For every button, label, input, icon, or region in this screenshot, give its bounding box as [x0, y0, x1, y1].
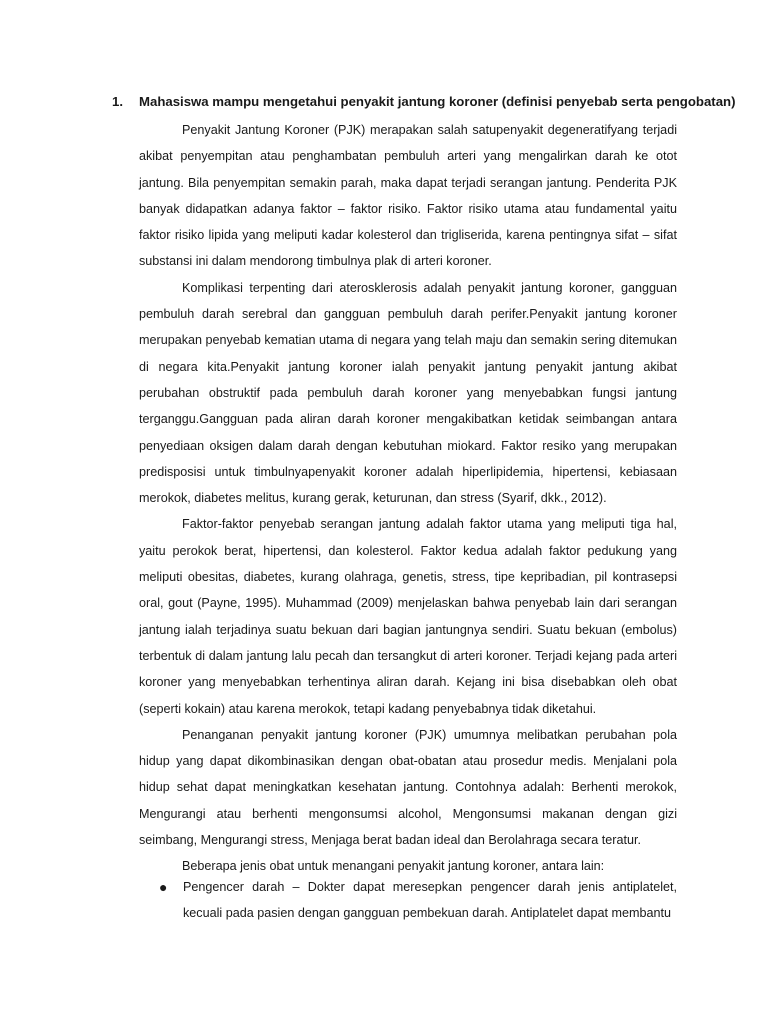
paragraph-complications: Komplikasi terpenting dari aterosklerosis adalah penyakit jantung koroner, gangguan pembuluh darah serebral dan gangguan pembuluh darah perifer.Penyakit jantung koroner merupakan penyebab kematian utama di negara yang telah maju dan semakin sering ditemukan di negara kita.Penyakit jantung koroner ialah penyakit jantung penyakit jantung akibat perubahan obstruktif pada pembuluh darah koroner yang menyebabkan fungsi jantung terganggu.Gangguan pada aliran darah koroner mengakibatkan ketidak seimbangan antara penyediaan oksigen dalam darah dengan kebutuhan miokard. Faktor resiko yang merupakan predisposisi untuk timbulnyapenyakit koroner adalah hiperlipidemia, hipertensi, kebiasaan merokok, diabetes melitus, kurang gerak, keturunan, dan stress (Syarif, dkk., 2012). [139, 280, 677, 506]
medication-list [139, 874, 677, 927]
section-heading [112, 90, 736, 114]
paragraph-pjk-definition: Penyakit Jantung Koroner (PJK) merapakan salah satupenyakit degeneratifyang terjadi akibat penyempitan atau penghambatan pembuluh arteri yang mengalirkan darah ke otot jantung. Bila penyempitan semakin parah, maka dapat terjadi serangan jantung. Penderita PJK banyak didapatkan adanya faktor – faktor risiko. Faktor risiko utama atau fundamental yaitu faktor risiko lipida yang meliputi kadar kolesterol dan trigliserida, karena pentingnya sifat – sifat substansi ini dalam mendorong timbulnya plak di arteri koroner. [139, 123, 677, 269]
list-item [139, 874, 677, 927]
bullet-icon: ● [159, 879, 168, 895]
heading-number: 1. [112, 94, 123, 109]
paragraph-causes: Faktor-faktor penyebab serangan jantung adalah faktor utama yang meliputi tiga hal, yaitu perokok berat, hipertensi, dan kolesterol. Faktor kedua adalah faktor pedukung yang meliputi obesitas, diabetes, kurang olahraga, genetis, stress, tipe kepribadian, pil kontrasepsi oral, gout (Payne, 1995). Muhammad (2009) menjelaskan bahwa penyebab lain dari serangan jantung ialah terjadinya suatu bekuan dari bagian jantungnya sendiri. Suatu bekuan (embolus) terbentuk di dalam jantung lalu pecah dan tersangkut di arteri koroner. Terjadi kejang pada arteri koroner yang menyebabkan terhentinya aliran darah. Kejang ini bisa disebabkan oleh obat (seperti kokain) atau karena merokok, tetapi kadang penyebabnya tidak diketahui. [139, 517, 677, 716]
heading-text: Mahasiswa mampu mengetahui penyakit jantung koroner (definisi penyebab serta pengobatan) [139, 94, 736, 109]
paragraph-medication-intro: Beberapa jenis obat untuk menangani penyakit jantung koroner, antara lain: [182, 859, 605, 874]
paragraph-treatment: Penanganan penyakit jantung koroner (PJK) umumnya melibatkan perubahan pola hidup yang dapat dikombinasikan dengan obat-obatan atau prosedur medis. Menjalani pola hidup sehat dapat meningkatkan kesehatan jantung. Contohnya adalah: Berhenti merokok, Mengurangi atau berhenti mengonsumsi alcohol, Mengonsumsi makanan dengan gizi seimbang, Mengurangi stress, Menjaga berat badan ideal dan Berolahraga secara teratur. [139, 727, 677, 848]
list-item-text: Pengencer darah – Dokter dapat meresepkan pengencer darah jenis antiplatelet, kecuali pada pasien dengan gangguan pembekuan darah. Antiplatelet dapat membantu [183, 880, 677, 921]
document-body [139, 117, 677, 880]
